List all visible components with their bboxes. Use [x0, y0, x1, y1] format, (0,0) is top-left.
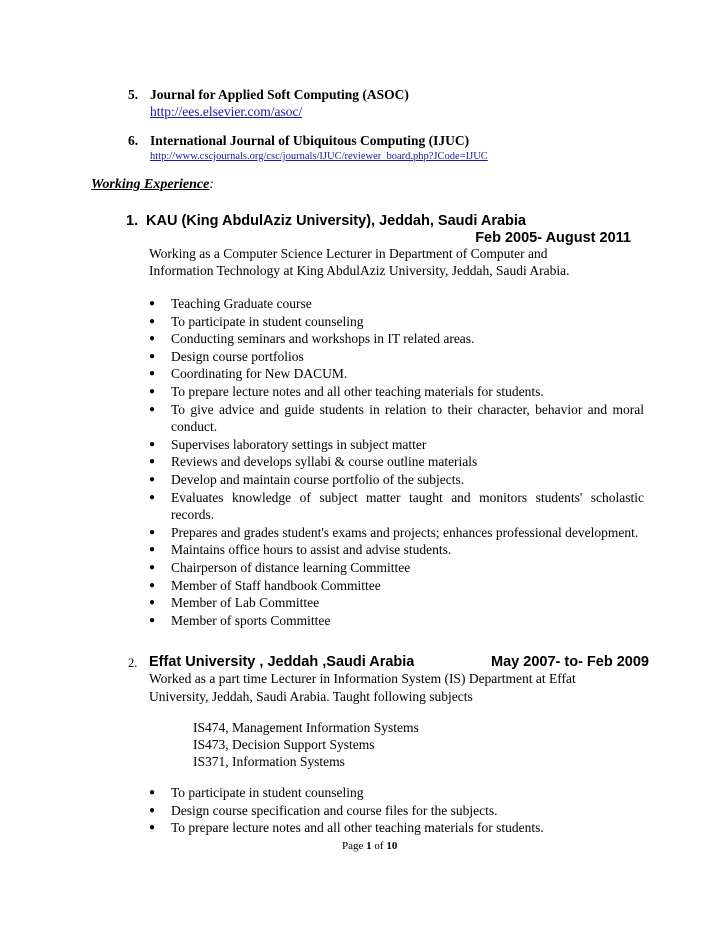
section-heading-text: Working Experience — [91, 177, 210, 192]
list-item: ● Evaluates knowledge of subject matter taught and monitors students' scholastic records. — [149, 489, 644, 523]
list-item: ● Coordinating for New DACUM. — [149, 366, 348, 382]
bullet-icon: ● — [149, 491, 156, 503]
job-description-line: Working as a Computer Science Lecturer in Department of Computer and — [149, 246, 548, 261]
list-item: ● Design course specification and course files for the subjects. — [149, 802, 498, 818]
course-list — [193, 719, 419, 771]
list-item: ● To participate in student counseling — [149, 785, 364, 800]
bullet-icon: ● — [149, 544, 156, 556]
bullet-icon: ● — [149, 350, 156, 362]
list-item: ● Teaching Graduate course — [149, 296, 312, 311]
list-item: ● To prepare lecture notes and all other teaching materials for students. — [149, 383, 544, 399]
bullet-icon: ● — [149, 456, 156, 468]
job-number: 2. — [128, 656, 138, 670]
list-item: ● Prepares and grades student's exams and projects; enhances professional development. — [149, 524, 639, 540]
list-item: ● Maintains office hours to assist and advise students. — [149, 542, 452, 558]
job-employer: Effat University , Jeddah ,Saudi Arabia — [149, 654, 415, 670]
job-duties-list — [149, 295, 644, 629]
job-employer: KAU (King AbdulAziz University), Jeddah, Saudi Arabia — [146, 213, 526, 229]
bullet-icon: ● — [149, 579, 156, 591]
job-number: 1. — [126, 213, 139, 229]
bullet-icon: ● — [149, 438, 156, 450]
job-description-line: Worked as a part time Lecturer in Information System (IS) Department at Effat — [149, 671, 576, 686]
list-item: IS474, Management Information Systems — [193, 720, 419, 735]
bullet-icon: ● — [149, 561, 156, 573]
bullet-icon: ● — [149, 315, 156, 327]
list-item: ● To prepare lecture notes and all other teaching materials for students. — [149, 820, 544, 836]
bullet-icon: ● — [149, 403, 156, 415]
bullet-icon: ● — [149, 526, 156, 538]
bullet-icon: ● — [149, 473, 156, 485]
list-item: ● Design course portfolios — [149, 348, 304, 364]
job-description-line: University, Jeddah, Saudi Arabia. Taught following subjects — [149, 689, 473, 704]
bullet-icon: ● — [149, 597, 156, 609]
list-item: ● To participate in student counseling — [149, 313, 364, 329]
list-item: IS473, Decision Support Systems — [193, 737, 375, 753]
list-item: ● To give advice and guide students in relation to their character, behavior and moral conduct. — [149, 401, 644, 435]
bullet-icon: ● — [149, 368, 156, 380]
bullet-icon: ● — [149, 333, 156, 345]
journal-number: 6. — [128, 133, 139, 148]
journal-title: International Journal of Ubiquitous Computing (IJUC) — [150, 133, 470, 148]
list-item: ● Reviews and develops syllabi & course outline materials — [149, 454, 478, 470]
list-item: IS371, Information Systems — [193, 754, 345, 770]
bullet-icon: ● — [149, 804, 156, 816]
list-item: ● Chairperson of distance learning Committee — [149, 559, 411, 575]
list-item: ● Supervises laboratory settings in subject matter — [149, 436, 427, 452]
bullet-icon: ● — [149, 822, 156, 834]
list-item: ● Member of Staff handbook Committee — [149, 577, 381, 593]
job-description-line: Information Technology at King AbdulAziz University, Jeddah, Saudi Arabia. — [149, 263, 570, 278]
job-dates: May 2007- to- Feb 2009 — [491, 654, 649, 670]
bullet-icon: ● — [149, 787, 156, 798]
journal-link[interactable]: http://www.cscjournals.org/csc/journals/IJUC/reviewer_board.php?JCode=IJUC — [150, 151, 488, 162]
job-dates: Feb 2005- August 2011 — [475, 230, 631, 246]
section-heading — [91, 176, 214, 194]
job-duties-list — [149, 784, 644, 837]
bullet-icon: ● — [149, 298, 156, 309]
bullet-icon: ● — [149, 614, 156, 626]
bullet-icon: ● — [149, 385, 156, 397]
list-item: ● Develop and maintain course portfolio of the subjects. — [149, 471, 465, 487]
list-item: ● Member of Lab Committee — [149, 595, 320, 611]
list-item: ● Member of sports Committee — [149, 612, 331, 628]
list-item: ● Conducting seminars and workshops in IT related areas. — [149, 331, 475, 347]
journal-link[interactable]: http://ees.elsevier.com/asoc/ — [150, 104, 303, 119]
page-number: Page 1 of 10 — [342, 840, 398, 852]
section-heading-colon: : — [209, 177, 215, 192]
journal-number: 5. — [128, 87, 139, 102]
journal-title: Journal for Applied Soft Computing (ASOC) — [150, 87, 409, 102]
